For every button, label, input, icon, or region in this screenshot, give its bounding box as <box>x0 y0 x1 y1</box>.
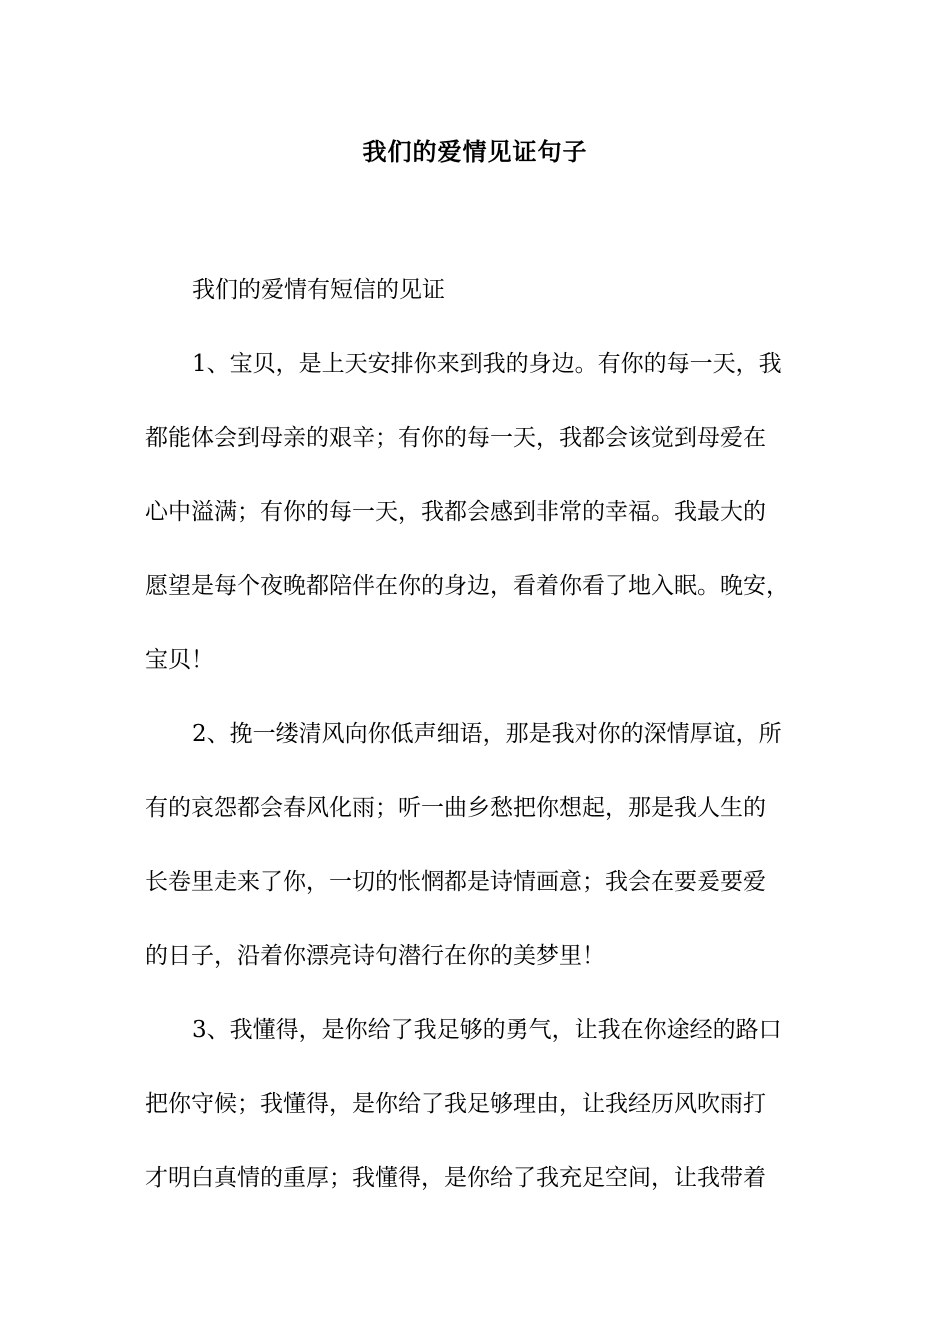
text-line: 宝贝！ <box>145 647 214 673</box>
text-line: 都能体会到母亲的艰辛；有你的每一天，我都会该觉到母爱在 <box>145 425 766 451</box>
document-body <box>145 253 807 1215</box>
text-line: 1、宝贝，是上天安排你来到我的身边。有你的每一天，我 <box>192 351 782 377</box>
text-line: 我们的爱情有短信的见证 <box>192 277 445 303</box>
text-line: 的日子，沿着你漂亮诗句潜行在你的美梦里！ <box>145 943 605 969</box>
text-line: 2、挽一缕清风向你低声细语，那是我对你的深情厚谊，所 <box>192 721 782 747</box>
text-line: 愿望是每个夜晚都陪伴在你的身边，看着你看了地入眠。晚安， <box>145 573 789 599</box>
text-line: 心中溢满；有你的每一天，我都会感到非常的幸福。我最大的 <box>145 499 766 525</box>
text-line: 3、我懂得，是你给了我足够的勇气，让我在你途经的路口 <box>192 1017 782 1043</box>
text-line: 把你守候；我懂得，是你给了我足够理由，让我经历风吹雨打 <box>145 1091 766 1117</box>
text-line: 有的哀怨都会春风化雨；听一曲乡愁把你想起，那是我人生的 <box>145 795 766 821</box>
text-line: 长卷里走来了你，一切的怅惘都是诗情画意；我会在要爰要爱 <box>145 869 766 895</box>
document-title: 我们的爱情见证句子 <box>362 137 588 166</box>
text-line: 才明白真情的重厚；我懂得，是你给了我充足空间，让我带着 <box>145 1165 766 1191</box>
